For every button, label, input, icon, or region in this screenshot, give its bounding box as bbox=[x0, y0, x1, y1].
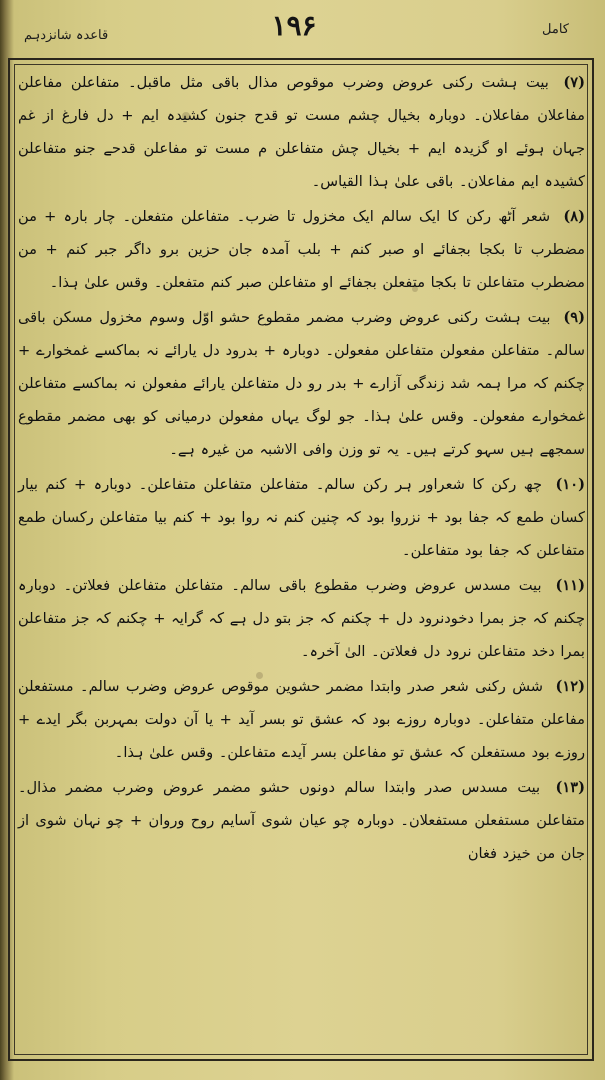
paragraph-number: (۱۲) bbox=[555, 678, 586, 695]
paragraph-10 bbox=[18, 468, 585, 567]
paragraph-text: چھ رکن کا شعراور ہر رکن سالم۔ متفاعلن متفاعلن متفاعلن۔ دوبارہ + کنم بیار کسان طمع کہ جفا بود + نزروا بود کہ چنین کنم نہ روا بود + کنم بیا متفاعلن رکسان طمع متفاعلن کہ جفا بود متفاعلن۔ bbox=[18, 476, 585, 559]
paragraph-text: شعر آٹھ رکن کا ایک سالم ایک مخزول تا ضرب۔ متفاعلن متفعلن۔ چار بارہ + من مضطرب تا بکجا بجفائے او صبر کنم + بلب آمدہ جان حزین برو داگر جبر کنم + من مضطرب متفاعلن تا بکجا متفعلن بجفائے او متفاعلن صبر کنم متفعلن۔ وقس علیٰ ہذا۔ bbox=[18, 208, 585, 291]
paragraph-9 bbox=[18, 301, 585, 466]
running-head-left: قاعدہ شانزدہم bbox=[24, 28, 109, 43]
paragraph-text: بیت ہشت رکنی عروض وضرب مضمر مقطوع حشو اوّل وسوم مخزول مسکن باقی سالم۔ متفاعلن مفعولن متفاعلن مفعولن۔ دوبارہ + بدرود دل یارائے نہ بماکسے غمخوارے + چکنم کہ مرا ہمہ شد زندگی آزارے + بدر رو دل متفاعلن یارائے مفعولن نہ بماکسے متفاعلن غمخوارے مفعولن۔ وقس علیٰ ہذا۔ جو لوگ یہاں مفعولن درمیانی کو بھی مضمر مقطوع سمجھے ہیں سہو کرتے ہیں۔ یہ تو وزن وافی الاشبہ من غیرہ ہے۔ bbox=[18, 309, 585, 458]
paragraph-number: (۹) bbox=[563, 309, 586, 326]
paragraph-13 bbox=[18, 771, 585, 870]
paragraph-text: بیت مسدس صدر وابتدا سالم دونوں حشو مضمر عروض وضرب مضمر مذال۔ متفاعلن مستفعلن مستفعلان۔ دوبارہ چو عیان شوی آسایم روح وروان + چو نہان شوی از جان من خیزد فغان bbox=[18, 779, 585, 862]
paragraph-text: شش رکنی شعر صدر وابتدا مضمر حشوین موقوص عروض وضرب سالم۔ مستفعلن مفاعلن متفاعلن۔ دوبارہ روزے بود کہ عشق تو بسر آید + یا آن دولت بمہربن بگر ایدے + روزے بود مستفعلن کہ عشق تو مفاعلن بسر آیدے متفاعلن۔ وقس علیٰ ہذا۔ bbox=[18, 678, 585, 761]
paragraph-number: (۱۰) bbox=[555, 476, 585, 493]
paragraph-text: بیت ہشت رکنی عروض وضرب موقوص مذال باقی مثل ماقبل۔ متفاعلن مفاعلن مفاعلان مفاعلان۔ دوبارہ بخیال چشم مست تو قدح جنون کشیدہ ایم + دل فارغ از غم جہان ہوئے او گزیدہ ایم + بخیال چش متفاعلن م مست تو مفاعلن قدحے جنو متفاعلن کشیدہ ایم مفاعلان۔ باقی علیٰ ہذا القیاس۔ bbox=[18, 74, 585, 190]
paragraph-7 bbox=[18, 66, 585, 198]
paragraph-text: بیت مسدس عروض وضرب مقطوع باقی سالم۔ متفاعلن متفاعلن فعلاتن۔ دوبارہ چکنم کہ جز بمرا دخودنرود دل + چکنم کہ جز بتو دل ہے کہ گرایہ + چکنم کہ جز متفاعلن بمرا دخد متفاعلن نرود دل فعلاتن۔ الیٰ آخرہ۔ bbox=[18, 577, 585, 660]
page-number: ۱۹۶ bbox=[271, 9, 317, 42]
page-header bbox=[0, 0, 605, 56]
running-head-right: کامل bbox=[542, 22, 569, 37]
urdu-text-body bbox=[18, 66, 585, 996]
paragraph-number: (۱۱) bbox=[555, 577, 586, 594]
paragraph-number: (۱۳) bbox=[555, 779, 585, 796]
paragraph-11 bbox=[18, 569, 585, 668]
paragraph-number: (۸) bbox=[563, 208, 585, 225]
paragraph-8 bbox=[18, 200, 585, 299]
paragraph-number: (۷) bbox=[563, 74, 586, 91]
paragraph-12 bbox=[18, 670, 585, 769]
